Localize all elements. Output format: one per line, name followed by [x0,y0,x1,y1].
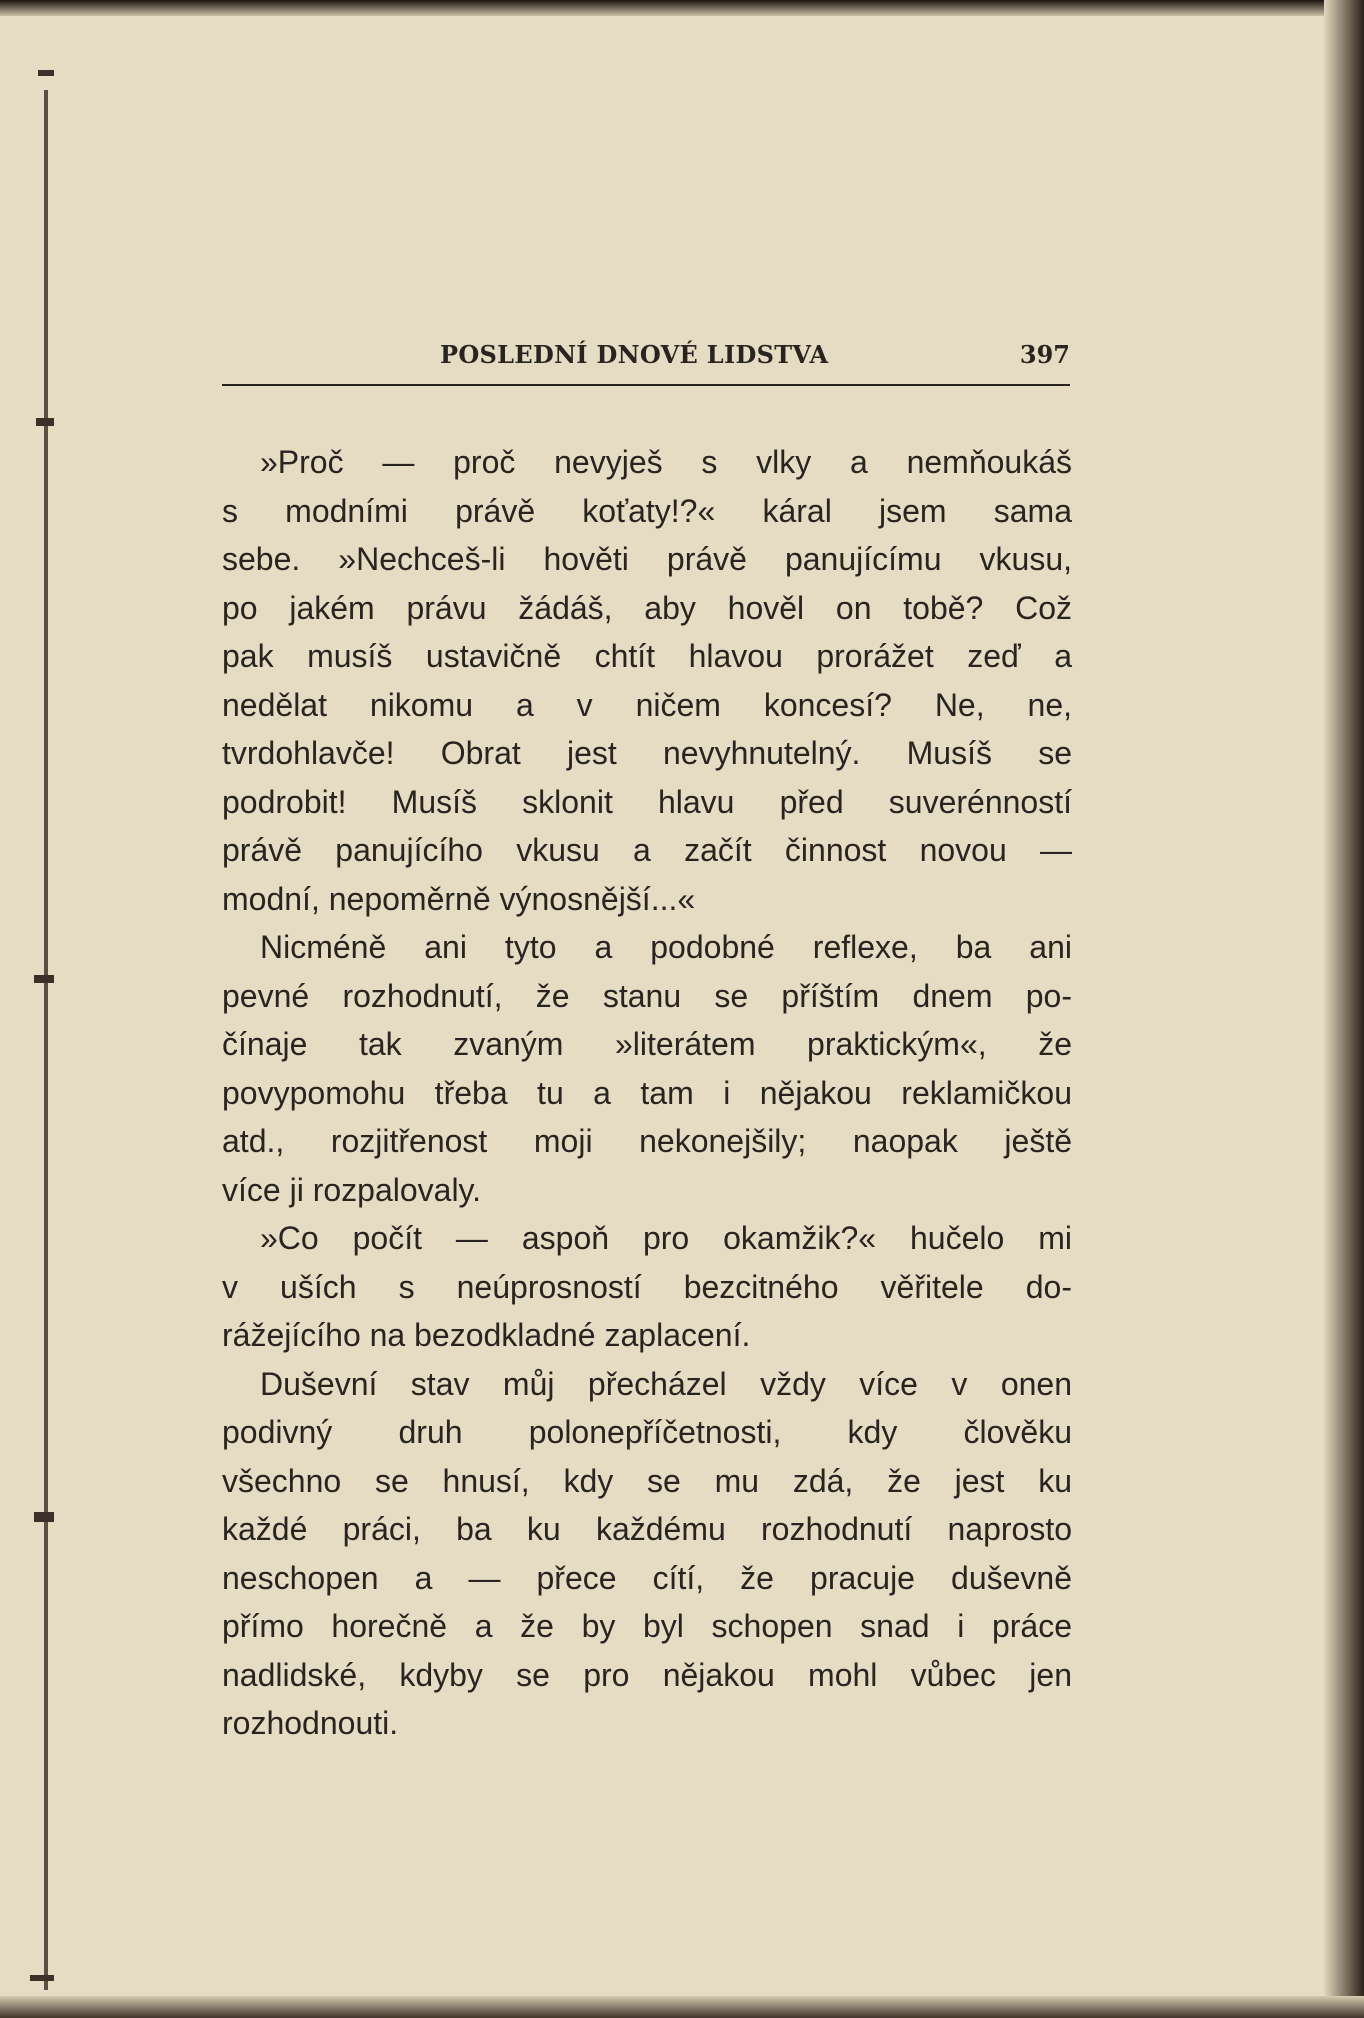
header-rule [222,384,1070,386]
text-line: pak musíš ustavičně chtít hlavou prorážet zeď a [222,638,1072,674]
running-title: POSLEDNÍ DNOVÉ LIDSTVA [440,340,829,369]
page-number: 397 [1019,340,1070,369]
text-line: »Proč — proč nevyješ s vlky a nemňoukáš [260,444,1072,480]
text-line: po jakém právu žádáš, aby hověl on tobě? Což [222,589,1072,626]
binding-mark [34,975,54,983]
text-line: Duševní stav můj přecházel vždy více v onen [260,1365,1072,1402]
text-line: všechno se hnusí, kdy se mu zdá, že jest ku [222,1462,1072,1499]
running-head [220,340,1070,380]
text-line: přímo horečně a že by byl schopen snad i práce [222,1608,1072,1644]
text-line: nadlidské, kdyby se pro nějakou mohl vůbec jen [222,1656,1072,1693]
text-line: nedělat nikomu a v ničem koncesí? Ne, ne, [222,686,1072,723]
text-line: modní, nepoměrně výnosnější...« [222,880,696,917]
text-line: pevné rozhodnutí, že stanu se příštím dnem po- [222,977,1072,1014]
text-line: více ji rozpalovaly. [222,1171,482,1208]
text-line: v uších s neúprosností bezcitného věřitele do- [222,1268,1072,1305]
text-line: povypomohu třeba tu a tam i nějakou reklamičkou [222,1074,1072,1111]
page-bottom-edge [0,1996,1364,2018]
text-line: rážejícího na bezodkladné zaplacení. [222,1317,751,1353]
text-line: tvrdohlavče! Obrat jest nevyhnutelný. Musíš se [222,735,1072,771]
page-right-edge [1324,0,1364,2018]
binding-mark [38,70,54,76]
text-line: podrobit! Musíš sklonit hlavu před suverénností [222,783,1072,820]
text-line: neschopen a — přece cítí, že pracuje duševně [222,1559,1072,1596]
binding-mark [34,1512,54,1522]
text-line: Nicméně ani tyto a podobné reflexe, ba ani [260,929,1072,965]
text-line: rozhodnouti. [222,1705,399,1741]
text-line: podivný druh polonepříčetnosti, kdy člověku [222,1414,1072,1450]
text-line: čínaje tak zvaným »literátem praktickým«, že [222,1026,1072,1062]
text-line: atd., rozjitřenost moji nekonejšily; naopak ještě [222,1123,1072,1159]
text-line: s modními právě koťaty!?« káral jsem sama [222,492,1072,529]
body-text [222,438,1072,1748]
text-line: sebe. »Nechceš-li hověti právě panujícímu vkusu, [222,541,1072,577]
binding-mark [30,1975,54,1981]
page-top-edge [0,0,1364,16]
text-line: každé práci, ba ku každému rozhodnutí naprosto [222,1511,1072,1547]
text-line: právě panujícího vkusu a začít činnost novou — [222,832,1072,868]
text-line: »Co počít — aspoň pro okamžik?« hučelo mi [260,1220,1072,1256]
binding-edge [44,90,48,1990]
binding-mark [36,418,54,426]
